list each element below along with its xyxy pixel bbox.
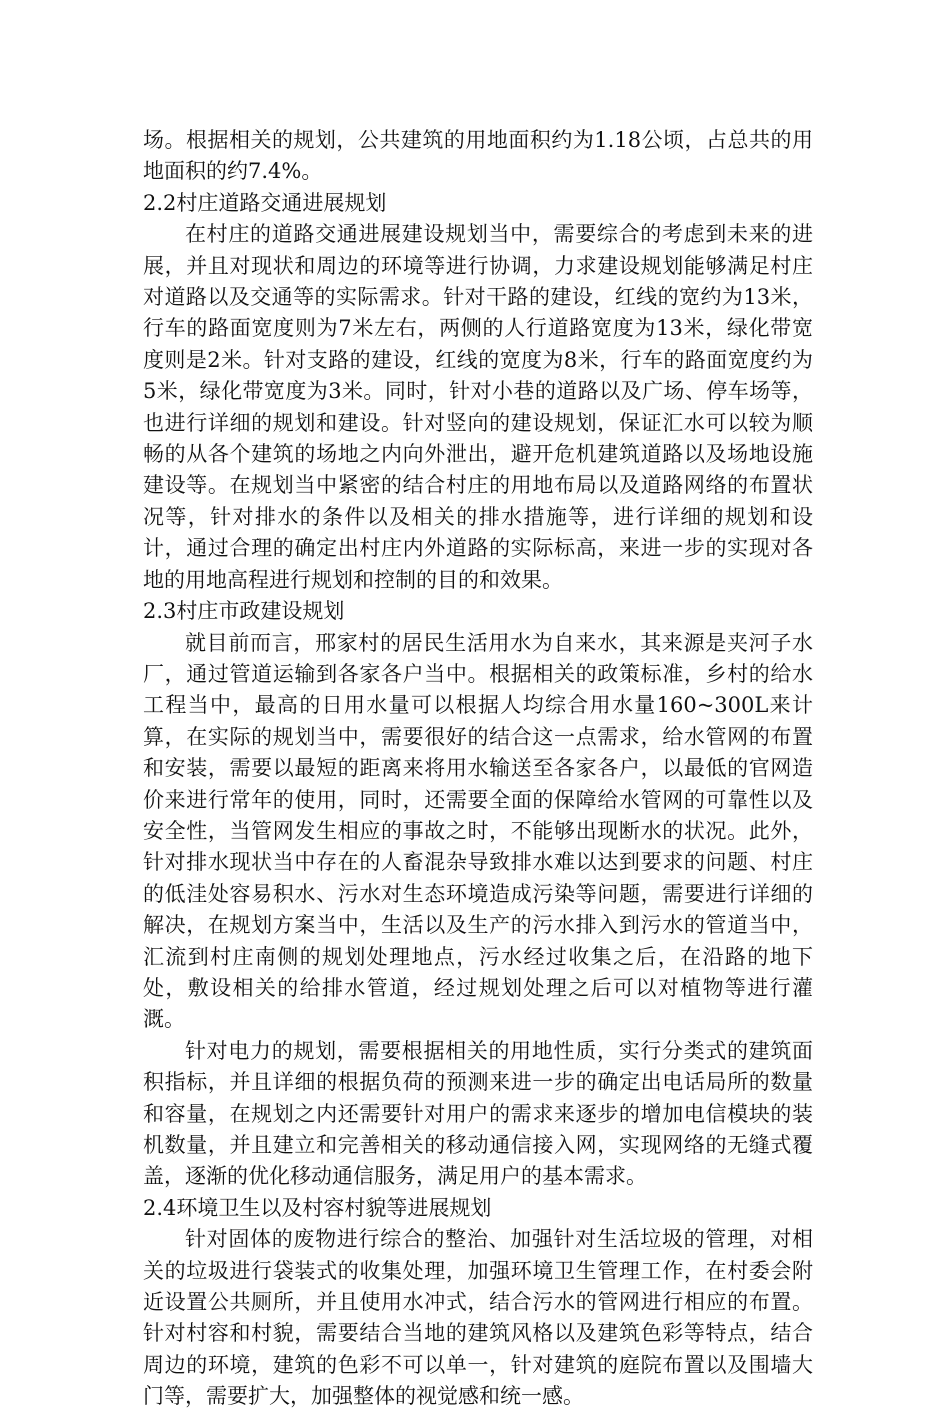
section-heading-2-2: 2.2村庄道路交通进展规划	[143, 190, 387, 215]
document-page	[143, 125, 813, 1413]
section-heading-2-4: 2.4环境卫生以及村容村貌等进展规划	[143, 1195, 492, 1220]
section-heading-2-3: 2.3村庄市政建设规划	[143, 599, 345, 624]
paragraph-road-planning: 在村庄的道路交通进展建设规划当中，需要综合的考虑到未来的进展，并且对现状和周边的环境等进行协调，力求建设规划能够满足村庄对道路以及交通等的实际需求。针对干路的建设，红线的宽约为13米，行车的路面宽度则为7米左右，两侧的人行道路宽度为13米，绿化带宽度则是2米。针对支路的建设，红线的宽度为8米，行车的路面宽度约为5米，绿化带宽度为3米。同时，针对小巷的道路以及广场、停车场等，也进行详细的规划和建设。针对竖向的建设规划，保证汇水可以较为顺畅的从各个建筑的场地之内向外泄出，避开危机建筑道路以及场地设施建设等。在规划当中紧密的结合村庄的用地布局以及道路网络的布置状况等，针对排水的条件以及相关的排水措施等，进行详细的规划和设计，通过合理的确定出村庄内外道路的实际标高，来进一步的实现对各地的用地高程进行规划和控制的目的和效果。	[143, 222, 813, 592]
paragraph-water-planning: 就目前而言，邢家村的居民生活用水为自来水，其来源是夹河子水厂，通过管道运输到各家各户当中。根据相关的政策标准，乡村的给水工程当中，最高的日用水量可以根据人均综合用水量160~300L来计算，在实际的规划当中，需要很好的结合这一点需求，给水管网的布置和安装，需要以最短的距离来将用水输送至各家各户，以最低的官网造价来进行常年的使用，同时，还需要全面的保障给水管网的可靠性以及安全性，当管网发生相应的事故之时，不能够出现断水的状况。此外，针对排水现状当中存在的人畜混杂导致排水难以达到要求的问题、村庄的低洼处容易积水、污水对生态环境造成污染等问题，需要进行详细的解决，在规划方案当中，生活以及生产的污水排入到污水的管道当中，汇流到村庄南侧的规划处理地点，污水经过收集之后，在沿路的地下处，敷设相关的给排水管道，经过规划处理之后可以对植物等进行灌溉。	[143, 630, 813, 1032]
paragraph-power-planning: 针对电力的规划，需要根据相关的用地性质，实行分类式的建筑面积指标，并且详细的根据负荷的预测来进一步的确定出电话局所的数量和容量，在规划之内还需要针对用户的需求来逐步的增加电信模块的装机数量，并且建立和完善相关的移动通信接入网，实现网络的无缝式覆盖，逐渐的优化移动通信服务，满足用户的基本需求。	[143, 1038, 813, 1189]
paragraph-continuation: 场。根据相关的规划，公共建筑的用地面积约为1.18公顷，占总共的用地面积的约7.4%。	[143, 128, 813, 184]
paragraph-environment-planning: 针对固体的废物进行综合的整治、加强针对生活垃圾的管理，对相关的垃圾进行袋装式的收集处理，加强环境卫生管理工作，在村委会附近设置公共厕所，并且使用水冲式，结合污水的管网进行相应的布置。针对村容和村貌，需要结合当地的建筑风格以及建筑色彩等特点，结合周边的环境，建筑的色彩不可以单一，针对建筑的庭院布置以及围墙大门等，需要扩大，加强整体的视觉感和统一感。	[143, 1227, 813, 1409]
